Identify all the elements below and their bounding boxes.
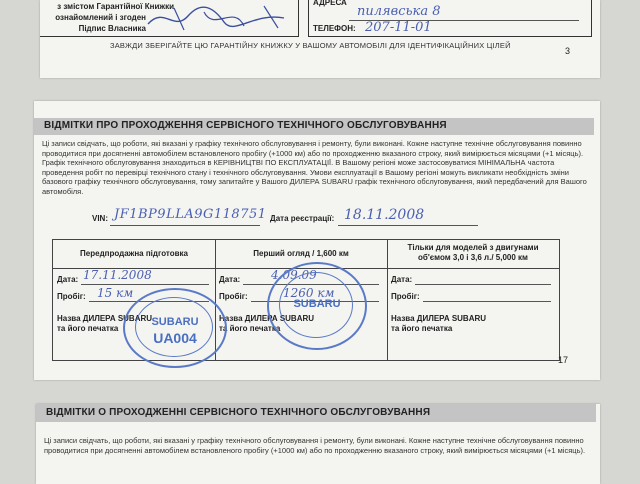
service-description: Ці записи свідчать, що роботи, які вказані у графіку технічного обслуговування і ремонту, були виконані. Кожне наступне технічне обслуговування повинно проводитися при досягненні автомобілем встановленого пробігу (+1000 км) або по проходженню вказаного строку, який вимірюється місяцями (+1 місяць). Графік технічного обслуговування знаходиться в КЕРІВНИЦТВІ ПО ЕКСПЛУАТАЦІЇ. В Вашому регіоні може застосовуватися МІНІМАЛЬНА частота проведення робіт по перевірці технічного стану і технічного обслуговування. Умови експлуатації в Вашому регіоні можуть викликати необхідність зміни базового графіку технічного обслуговування, тому запитайте у Вашого ДИЛЕРА SUBARU графік технічного обслуговування, який передбачений для Вашого автомобіля. xyxy=(42,139,587,196)
section-header-2 xyxy=(36,404,596,422)
col3-header-2: об'ємом 3,0 і 3,6 л./ 5,000 км xyxy=(418,253,528,262)
col1-dealer-label: Назва ДИЛЕРА SUBARU xyxy=(57,314,153,323)
col2-header: Перший огляд / 1,600 км xyxy=(253,249,349,258)
address-value: пилявська 8 xyxy=(357,4,441,19)
service-description-2: Ці записи свідчать, що роботи, які вказані у графіку технічного обслуговування і ремонту, були виконані. Кожне наступне технічне обслуговування повинно проводитися при досягненні автомобілем встановленого пробігу (+1000 км) або по проходженню вказаного строку, який вимірюється місяцями (+1 місяць). xyxy=(44,436,586,455)
section-title: ВІДМІТКИ ПРО ПРОХОДЖЕННЯ СЕРВІСНОГО ТЕХНІЧНОГО ОБСЛУГОВУВАННЯ xyxy=(44,120,447,131)
owner-signature-label: Підпис Власника xyxy=(78,24,146,33)
stamp-2-brand: SUBARU xyxy=(293,298,341,310)
col3-mileage-label: Пробіг: xyxy=(391,292,420,301)
col1-date-label: Дата: xyxy=(57,275,79,284)
col2-mileage-value: 1260 км xyxy=(283,286,335,300)
page-number-17: 17 xyxy=(558,355,569,365)
col2-date-label: Дата: xyxy=(219,275,241,284)
address-label: АДРЕСА xyxy=(313,0,347,7)
owner-signature-box xyxy=(40,0,299,37)
col1-mileage-label: Пробіг: xyxy=(57,292,86,301)
service-table xyxy=(52,239,560,361)
col2-date-value: 4.09.09 xyxy=(271,268,317,282)
phone-value: 207-11-01 xyxy=(365,20,432,35)
warranty-text-line2: ознайомлений і згоден xyxy=(55,13,146,22)
col3-dealer-label: Назва ДИЛЕРА SUBARU xyxy=(391,314,487,323)
col3-dealer-label-2: та його печатка xyxy=(391,324,453,333)
service-record-page xyxy=(34,101,600,380)
col2-dealer-label: Назва ДИЛЕРА SUBARU xyxy=(219,314,315,323)
next-service-record-page xyxy=(36,404,600,484)
owner-signature xyxy=(144,2,294,34)
owner-contact-box xyxy=(308,0,592,37)
registration-date-value: 18.11.2008 xyxy=(344,207,425,223)
warranty-text-line1: з змістом Гарантійної Книжки xyxy=(57,2,174,11)
col1-dealer-label-2: та його печатка xyxy=(57,324,119,333)
section-title-2: ВІДМІТКИ О ПРОХОДЖЕННІ СЕРВІСНОГО ТЕХНІЧНОГО ОБСЛУГОВУВАННЯ xyxy=(46,407,431,418)
stamp-1-brand: SUBARU xyxy=(151,316,199,328)
dealer-stamp-1 xyxy=(123,288,227,368)
registration-date-label: Дата реєстрації: xyxy=(270,214,335,223)
col3-header-1: Тільки для моделей з двигунами xyxy=(407,243,539,252)
vin-value: JF1BP9LLA9G118751 xyxy=(114,207,267,222)
col3-date-label: Дата: xyxy=(391,275,413,284)
page-number: 3 xyxy=(565,46,571,56)
page-top-fragment xyxy=(40,0,600,78)
dealer-stamp-2 xyxy=(267,262,367,350)
page-footer: ЗАВЖДИ ЗБЕРІГАЙТЕ ЦЮ ГАРАНТІЙНУ КНИЖКУ У ВАШОМУ АВТОМОБІЛІ ДЛЯ ІДЕНТИФІКАЦІЙНИХ ЦІЛЕЙ xyxy=(110,41,511,50)
phone-label: ТЕЛЕФОН: xyxy=(313,24,356,33)
col2-dealer-label-2: та його печатка xyxy=(219,324,281,333)
col1-date-value: 17.11.2008 xyxy=(83,268,152,282)
stamp-1-code: UA004 xyxy=(153,330,197,346)
col2-mileage-label: Пробіг: xyxy=(219,292,248,301)
vin-label: VIN: xyxy=(92,214,108,223)
col1-mileage-value: 15 км xyxy=(97,286,134,300)
section-header xyxy=(34,118,594,135)
col1-header: Передпродажна підготовка xyxy=(80,249,188,258)
